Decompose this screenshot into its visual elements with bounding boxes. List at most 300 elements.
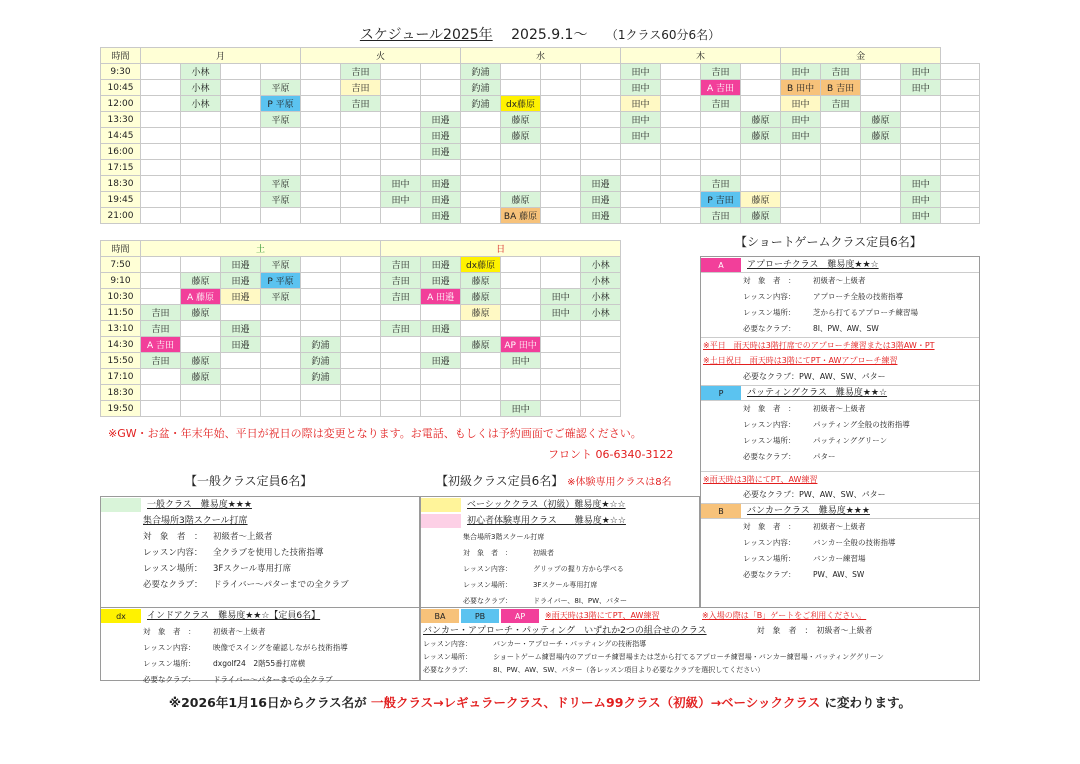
schedule-row [101, 64, 980, 80]
info-row [101, 577, 419, 593]
empty-cell [341, 337, 381, 353]
lesson-cell[interactable]: 田中 [901, 192, 941, 208]
empty-cell [541, 176, 581, 192]
lesson-cell[interactable]: 吉田 [141, 305, 181, 321]
empty-cell [261, 144, 301, 160]
empty-cell [541, 80, 581, 96]
lesson-cell[interactable]: 田邉 [421, 273, 461, 289]
lesson-cell[interactable]: 田邉 [421, 176, 461, 192]
lesson-cell[interactable]: 吉田 [821, 96, 861, 112]
time-slot: 13:30 [101, 112, 141, 128]
empty-cell [341, 176, 381, 192]
lesson-cell[interactable]: dx藤原 [461, 257, 501, 273]
empty-cell [221, 208, 261, 224]
empty-cell [861, 208, 901, 224]
lesson-cell[interactable]: 田中 [501, 353, 541, 369]
lesson-cell[interactable]: 吉田 [381, 257, 421, 273]
info-label: 対 象 者 ： [143, 532, 203, 542]
empty-cell [221, 80, 261, 96]
weekday-schedule-table [100, 47, 980, 224]
empty-cell [341, 385, 381, 401]
empty-cell [421, 337, 461, 353]
putting-class-name: パッティングクラス 難易度★★☆ [747, 388, 888, 398]
empty-cell [541, 64, 581, 80]
empty-cell [741, 64, 781, 80]
lesson-cell[interactable]: 藤原 [741, 208, 781, 224]
empty-cell [221, 176, 261, 192]
empty-cell [581, 96, 621, 112]
lesson-cell[interactable]: 田中 [541, 289, 581, 305]
empty-cell [661, 128, 701, 144]
empty-cell [541, 160, 581, 176]
time-slot: 14:45 [101, 128, 141, 144]
lesson-cell[interactable]: 藤原 [461, 305, 501, 321]
info-label: レッスン場所： [463, 581, 512, 589]
time-slot: 17:15 [101, 160, 141, 176]
class-rename-notice [0, 693, 1080, 711]
time-slot: 21:00 [101, 208, 141, 224]
info-value: ショートゲーム練習場内のアプローチ練習場または芝から打てるアプローチ練習場・バンカー練習場・パッティンググリーン [493, 653, 884, 661]
lesson-cell[interactable]: 田邉 [421, 192, 461, 208]
empty-cell [381, 353, 421, 369]
info-label: レッスン内容： [743, 292, 796, 301]
lesson-cell[interactable]: 吉田 [821, 64, 861, 80]
lesson-cell[interactable]: 釣浦 [301, 337, 341, 353]
lesson-cell[interactable]: 藤原 [181, 305, 221, 321]
info-row [701, 551, 979, 567]
lesson-cell[interactable]: 釣浦 [301, 369, 341, 385]
empty-cell [901, 160, 941, 176]
empty-cell [661, 112, 701, 128]
schedule-row [101, 401, 621, 417]
info-row [701, 449, 979, 465]
lesson-cell[interactable]: 田邉 [421, 353, 461, 369]
empty-cell [301, 273, 341, 289]
lesson-cell[interactable]: B 吉田 [821, 80, 861, 96]
info-label: 必要なクラブ： [423, 666, 472, 674]
empty-cell [341, 128, 381, 144]
info-row [101, 656, 419, 672]
empty-cell [141, 208, 181, 224]
schedule-row [101, 337, 621, 353]
schedule-row [101, 257, 621, 273]
lesson-cell[interactable]: 吉田 [341, 64, 381, 80]
day-header: 水 [461, 48, 621, 64]
time-slot: 7:50 [101, 257, 141, 273]
empty-cell [261, 321, 301, 337]
indoor-class-name: インドアクラス 難易度★★☆【定員6名】 [147, 611, 321, 621]
info-label: レッスン場所： [143, 659, 196, 668]
lesson-cell[interactable]: 田邉 [421, 208, 461, 224]
empty-cell [301, 112, 341, 128]
lesson-cell[interactable]: 田中 [901, 208, 941, 224]
lesson-cell[interactable]: 小林 [181, 64, 221, 80]
empty-cell [141, 176, 181, 192]
empty-cell [541, 128, 581, 144]
empty-cell [261, 64, 301, 80]
empty-cell [421, 305, 461, 321]
footer-suffix: に変わります。 [824, 695, 912, 710]
info-value: 初級者～上級者 [813, 404, 866, 413]
lesson-cell[interactable]: 藤原 [181, 353, 221, 369]
empty-cell [341, 321, 381, 337]
empty-cell [581, 369, 621, 385]
empty-cell [181, 385, 221, 401]
schedule-row [101, 321, 621, 337]
info-value: 初級者～上級者 [213, 627, 266, 636]
lesson-cell[interactable]: B 田中 [781, 80, 821, 96]
empty-cell [821, 192, 861, 208]
lesson-cell[interactable]: 田中 [781, 128, 821, 144]
lesson-cell[interactable]: dx藤原 [501, 96, 541, 112]
empty-cell [621, 160, 661, 176]
general-class-box [100, 496, 420, 608]
info-label: レッスン内容： [463, 565, 512, 573]
info-value: パター [813, 452, 836, 461]
empty-cell [381, 337, 421, 353]
lesson-cell[interactable]: 田邉 [581, 176, 621, 192]
lesson-cell[interactable]: 平原 [261, 176, 301, 192]
lesson-cell[interactable]: A 田邉 [421, 289, 461, 305]
lesson-cell[interactable]: 田中 [781, 64, 821, 80]
info-value: 3Fスクール専用打席 [213, 564, 292, 574]
lesson-cell[interactable]: 平原 [261, 192, 301, 208]
lesson-cell[interactable]: A 藤原 [181, 289, 221, 305]
empty-cell [381, 96, 421, 112]
lesson-cell[interactable]: 藤原 [861, 112, 901, 128]
empty-cell [461, 369, 501, 385]
empty-cell [541, 321, 581, 337]
empty-cell [701, 160, 741, 176]
schedule-row [101, 112, 980, 128]
lesson-cell[interactable]: 藤原 [741, 128, 781, 144]
empty-cell [261, 385, 301, 401]
lesson-cell[interactable]: 釣浦 [461, 80, 501, 96]
lesson-cell[interactable]: 吉田 [701, 208, 741, 224]
time-slot: 17:10 [101, 369, 141, 385]
empty-cell [381, 112, 421, 128]
info-row [701, 417, 979, 433]
lesson-cell[interactable]: 藤原 [181, 273, 221, 289]
time-slot: 18:30 [101, 176, 141, 192]
lesson-cell[interactable]: 田邉 [421, 112, 461, 128]
bunker-class-name: バンカークラス 難易度★★★ [747, 506, 870, 516]
info-label: 対 象 者 ： [143, 627, 196, 636]
empty-cell [701, 144, 741, 160]
lesson-cell[interactable]: 藤原 [501, 192, 541, 208]
empty-cell [461, 208, 501, 224]
beginner-section-label: 【初級クラス定員6名】 [436, 474, 564, 488]
empty-cell [181, 208, 221, 224]
empty-cell [261, 337, 301, 353]
lesson-cell[interactable]: 田邉 [421, 321, 461, 337]
lesson-cell[interactable]: 小林 [581, 289, 621, 305]
empty-cell [781, 144, 821, 160]
empty-cell [341, 369, 381, 385]
empty-cell [301, 208, 341, 224]
empty-cell [141, 273, 181, 289]
lesson-cell[interactable]: 田中 [501, 401, 541, 417]
lesson-cell[interactable]: P 平原 [261, 273, 301, 289]
lesson-cell[interactable]: 田邉 [421, 128, 461, 144]
empty-cell [301, 257, 341, 273]
lesson-cell[interactable]: 田中 [781, 96, 821, 112]
empty-cell [581, 80, 621, 96]
empty-cell [621, 208, 661, 224]
lesson-cell[interactable]: 田中 [381, 192, 421, 208]
lesson-cell[interactable]: 吉田 [701, 64, 741, 80]
empty-cell [221, 305, 261, 321]
lesson-cell[interactable]: 吉田 [341, 96, 381, 112]
empty-cell [141, 385, 181, 401]
empty-cell [861, 144, 901, 160]
empty-cell [541, 208, 581, 224]
lesson-cell[interactable]: 釣浦 [461, 64, 501, 80]
empty-cell [861, 80, 901, 96]
info-value: 芝から打てるアプローチ練習場 [813, 308, 918, 317]
empty-cell [501, 160, 541, 176]
empty-cell [381, 80, 421, 96]
lesson-cell[interactable]: P 吉田 [701, 192, 741, 208]
empty-cell [461, 144, 501, 160]
lesson-cell[interactable]: 釣浦 [461, 96, 501, 112]
empty-cell [341, 192, 381, 208]
info-label: 必要なクラブ： [143, 675, 196, 684]
empty-cell [541, 369, 581, 385]
info-value: グリップの握り方から学べる [533, 565, 624, 573]
bunker-gate-note: ※入場の際は「B」ゲートをご利用ください。 [702, 611, 867, 620]
empty-cell [141, 96, 181, 112]
front-phone: フロント 06-6340-3122 [548, 448, 674, 461]
empty-cell [581, 401, 621, 417]
empty-cell [301, 128, 341, 144]
empty-cell [221, 369, 261, 385]
empty-cell [501, 64, 541, 80]
empty-cell [141, 160, 181, 176]
empty-cell [941, 128, 980, 144]
empty-cell [941, 160, 980, 176]
empty-cell [821, 176, 861, 192]
empty-cell [741, 176, 781, 192]
empty-cell [581, 321, 621, 337]
empty-cell [461, 401, 501, 417]
empty-cell [701, 128, 741, 144]
lesson-cell[interactable]: 田中 [901, 176, 941, 192]
info-label: レッスン場所： [743, 554, 796, 563]
lesson-cell[interactable]: 平原 [261, 112, 301, 128]
trial-capacity-note: ※体験専用クラスは8名 [567, 477, 672, 488]
lesson-cell[interactable]: 田中 [781, 112, 821, 128]
info-label: レッスン場所： [423, 653, 472, 661]
empty-cell [501, 321, 541, 337]
basic-color-swatch [421, 498, 461, 512]
lesson-cell[interactable]: 田中 [381, 176, 421, 192]
info-row [701, 401, 979, 417]
empty-cell [341, 208, 381, 224]
lesson-cell[interactable]: 吉田 [701, 176, 741, 192]
info-value: 3Fスクール専用打席 [533, 581, 598, 589]
empty-cell [261, 128, 301, 144]
lesson-cell[interactable]: 田中 [621, 128, 661, 144]
info-label: 対 象 者 ： [743, 276, 796, 285]
info-value: 初級者～上級者 [813, 522, 866, 531]
empty-cell [821, 208, 861, 224]
empty-cell [381, 369, 421, 385]
lesson-cell[interactable]: 吉田 [141, 353, 181, 369]
info-label: 必要なクラブ： [743, 570, 796, 579]
general-class-name: 一般クラス 難易度★★★ [147, 500, 252, 510]
lesson-cell[interactable]: 小林 [581, 305, 621, 321]
empty-cell [501, 289, 541, 305]
lesson-cell[interactable]: 吉田 [341, 80, 381, 96]
lesson-cell[interactable]: 藤原 [501, 128, 541, 144]
lesson-cell[interactable]: 田邉 [581, 192, 621, 208]
lesson-cell[interactable]: 小林 [581, 273, 621, 289]
lesson-cell[interactable]: A 吉田 [701, 80, 741, 96]
info-row [701, 305, 979, 321]
lesson-cell[interactable]: 藤原 [741, 192, 781, 208]
lesson-cell[interactable]: 釣浦 [301, 353, 341, 369]
lesson-cell[interactable]: 田中 [621, 112, 661, 128]
lesson-cell[interactable]: 田邉 [421, 144, 461, 160]
empty-cell [181, 321, 221, 337]
combo-class-box [420, 607, 980, 681]
lesson-cell[interactable]: 小林 [181, 96, 221, 112]
lesson-cell[interactable]: 田中 [621, 96, 661, 112]
empty-cell [581, 353, 621, 369]
empty-cell [661, 144, 701, 160]
empty-cell [701, 112, 741, 128]
empty-cell [181, 144, 221, 160]
schedule-title [0, 24, 1080, 44]
info-row [701, 567, 979, 583]
lesson-cell[interactable]: 藤原 [181, 369, 221, 385]
lesson-cell[interactable]: 田邉 [421, 257, 461, 273]
info-label: レッスン場所： [743, 436, 796, 445]
lesson-cell[interactable]: 吉田 [701, 96, 741, 112]
time-slot: 9:10 [101, 273, 141, 289]
empty-cell [341, 112, 381, 128]
lesson-cell[interactable]: 吉田 [381, 273, 421, 289]
lesson-cell[interactable]: 吉田 [381, 289, 421, 305]
empty-cell [261, 369, 301, 385]
empty-cell [941, 96, 980, 112]
schedule-row [101, 192, 980, 208]
info-value: バンカー全般の技術指導 [813, 538, 896, 547]
empty-cell [341, 144, 381, 160]
empty-cell [141, 64, 181, 80]
empty-cell [861, 64, 901, 80]
info-row [421, 651, 979, 664]
lesson-cell[interactable]: AP 田中 [501, 337, 541, 353]
lesson-cell[interactable]: 田邉 [221, 273, 261, 289]
empty-cell [541, 353, 581, 369]
lesson-cell[interactable]: A 吉田 [141, 337, 181, 353]
empty-cell [541, 144, 581, 160]
lesson-cell[interactable]: 田中 [901, 64, 941, 80]
lesson-cell[interactable]: 田中 [621, 64, 661, 80]
lesson-cell[interactable]: P 平原 [261, 96, 301, 112]
time-header: 時間 [101, 48, 141, 64]
approach-note-weekend: ※土日祝日 雨天時は3階にてPT・AWアプローチ練習 [703, 356, 898, 365]
lesson-cell[interactable]: 吉田 [141, 321, 181, 337]
lesson-cell[interactable]: 田邉 [221, 337, 261, 353]
info-value: 映像でスイングを確認しながら技術指導 [213, 643, 348, 652]
lesson-cell[interactable]: 田邉 [221, 289, 261, 305]
empty-cell [661, 96, 701, 112]
lesson-cell[interactable]: 小林 [581, 257, 621, 273]
empty-cell [861, 192, 901, 208]
info-value: アプローチ全般の技術指導 [813, 292, 903, 301]
info-value: バンカー・アプローチ・パッティングの技術指導 [493, 640, 647, 648]
empty-cell [541, 385, 581, 401]
empty-cell [461, 160, 501, 176]
empty-cell [261, 160, 301, 176]
lesson-cell[interactable]: 藤原 [461, 273, 501, 289]
lesson-cell[interactable]: 藤原 [861, 128, 901, 144]
info-label: レッスン内容： [143, 643, 196, 652]
schedule-row [101, 369, 621, 385]
lesson-cell[interactable]: 平原 [261, 289, 301, 305]
lesson-cell[interactable]: 田邉 [221, 321, 261, 337]
empty-cell [461, 176, 501, 192]
lesson-cell[interactable]: 平原 [261, 257, 301, 273]
empty-cell [501, 257, 541, 273]
empty-cell [581, 144, 621, 160]
indoor-tag: dx [101, 609, 141, 623]
info-label: 必要なクラブ： [743, 324, 796, 333]
info-value: 初級者～上級者 [813, 276, 866, 285]
empty-cell [941, 192, 980, 208]
empty-cell [181, 160, 221, 176]
schedule-row [101, 96, 980, 112]
lesson-cell[interactable]: 藤原 [501, 112, 541, 128]
schedule-row [101, 176, 980, 192]
empty-cell [181, 112, 221, 128]
empty-cell [301, 80, 341, 96]
lesson-cell[interactable]: 田邉 [221, 257, 261, 273]
info-row [421, 545, 699, 561]
empty-cell [621, 176, 661, 192]
empty-cell [501, 273, 541, 289]
empty-cell [461, 385, 501, 401]
empty-cell [181, 192, 221, 208]
lesson-cell[interactable]: 藤原 [461, 337, 501, 353]
lesson-cell[interactable]: 田中 [541, 305, 581, 321]
empty-cell [381, 128, 421, 144]
info-row [101, 640, 419, 656]
empty-cell [221, 192, 261, 208]
empty-cell [501, 80, 541, 96]
time-slot: 16:00 [101, 144, 141, 160]
info-row [701, 433, 979, 449]
lesson-cell[interactable]: 小林 [181, 80, 221, 96]
lesson-cell[interactable]: 藤原 [461, 289, 501, 305]
empty-cell [541, 401, 581, 417]
time-slot: 10:30 [101, 289, 141, 305]
lesson-cell[interactable]: 田中 [901, 80, 941, 96]
empty-cell [461, 192, 501, 208]
lesson-cell[interactable]: 藤原 [741, 112, 781, 128]
lesson-cell[interactable]: 平原 [261, 80, 301, 96]
lesson-cell[interactable]: 田邉 [581, 208, 621, 224]
empty-cell [141, 128, 181, 144]
lesson-cell[interactable]: 田中 [621, 80, 661, 96]
empty-cell [541, 257, 581, 273]
lesson-cell[interactable]: 吉田 [381, 321, 421, 337]
lesson-cell[interactable]: BA 藤原 [501, 208, 541, 224]
empty-cell [421, 369, 461, 385]
